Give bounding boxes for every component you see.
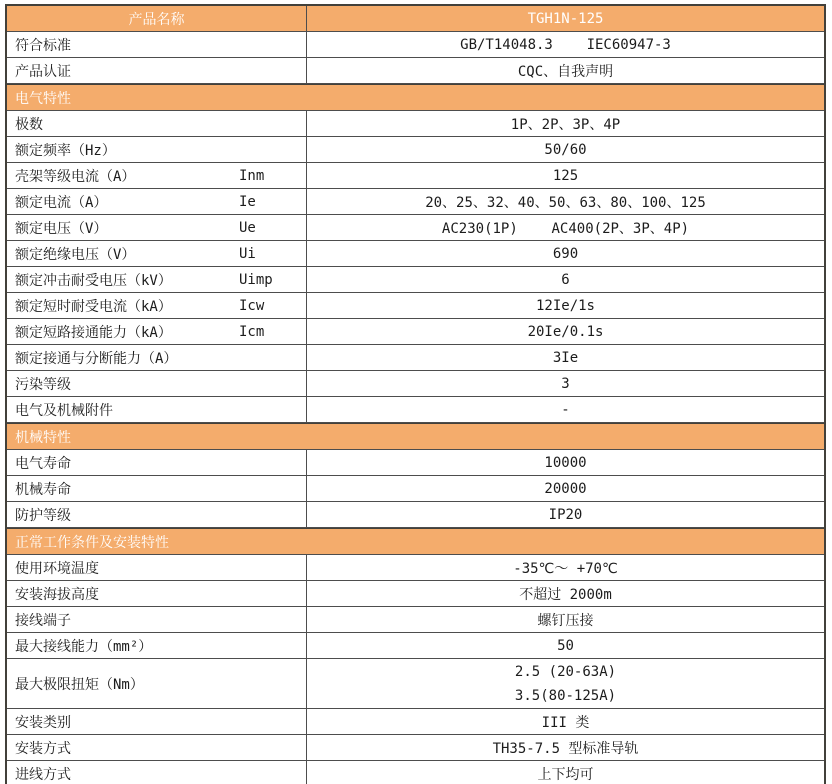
table-row — [7, 397, 824, 423]
parameter-symbol: Inm — [239, 167, 265, 184]
table-row — [7, 189, 824, 215]
parameter-symbol: Icm — [239, 323, 265, 340]
parameter-value: 1P、2P、3P、4P — [510, 116, 621, 133]
parameter-label: 极数 — [7, 111, 307, 136]
parameter-value: 6 — [561, 271, 570, 288]
spec-table — [5, 4, 826, 784]
parameter-label: 额定短时耐受电流（kA） Icw — [7, 293, 307, 318]
parameter-value: GB/T14048.3 IEC60947-3 — [460, 36, 671, 53]
parameter-value: 690 — [552, 245, 579, 262]
table-row — [7, 58, 824, 84]
parameter-label: 额定电压（V） Ue — [7, 215, 307, 240]
parameter-label: 污染等级 — [7, 371, 307, 396]
table-row — [7, 502, 824, 528]
parameter-label: 安装类别 — [7, 709, 307, 734]
parameter-label: 安装方式 — [7, 735, 307, 760]
parameter-symbol: Icw — [239, 297, 265, 314]
table-row — [7, 476, 824, 502]
parameter-value: 20000 — [544, 480, 587, 497]
parameter-value: 20、25、32、40、50、63、80、100、125 — [425, 194, 706, 211]
parameter-value: - — [561, 401, 570, 418]
section-header-row — [7, 423, 824, 450]
section-title: 正常工作条件及安装特性 — [15, 534, 169, 551]
parameter-value: 12Ie/1s — [535, 297, 595, 314]
parameter-value: 螺钉压接 — [537, 612, 594, 629]
parameter-value: IP20 — [548, 506, 583, 523]
parameter-value: AC230(1P) AC400(2P、3P、4P) — [441, 220, 690, 237]
parameter-symbol: Uimp — [239, 271, 273, 288]
table-row — [7, 163, 824, 189]
table-row — [7, 345, 824, 371]
parameter-label: 产品认证 — [7, 58, 307, 83]
table-header-row — [7, 6, 824, 32]
table-row — [7, 371, 824, 397]
parameter-label: 额定短路接通能力（kA） Icm — [7, 319, 307, 344]
parameter-value: III 类 — [541, 714, 590, 731]
parameter-value: CQC、自我声明 — [517, 63, 614, 80]
table-row — [7, 32, 824, 58]
parameter-symbol: Ui — [239, 245, 256, 262]
table-row — [7, 111, 824, 137]
parameter-label: 安装海拔高度 — [7, 581, 307, 606]
table-row — [7, 241, 824, 267]
parameter-value: 3 — [561, 375, 570, 392]
parameter-label: 最大接线能力（mm²） — [7, 633, 307, 658]
parameter-value: 125 — [552, 167, 579, 184]
table-row — [7, 215, 824, 241]
parameter-value: 50/60 — [544, 141, 587, 158]
table-row — [7, 555, 824, 581]
parameter-symbol: Ie — [239, 193, 256, 210]
section-title: 电气特性 — [15, 90, 71, 107]
parameter-symbol: Ue — [239, 219, 256, 236]
parameter-value — [307, 659, 824, 708]
parameter-label: 额定接通与分断能力（A） — [7, 345, 307, 370]
table-row — [7, 581, 824, 607]
parameter-label: 符合标准 — [7, 32, 307, 57]
parameter-label: 防护等级 — [7, 502, 307, 527]
table-row — [7, 761, 824, 784]
parameter-label: 额定电流（A） Ie — [7, 189, 307, 214]
parameter-value-line: 2.5 (20-63A) — [514, 663, 617, 680]
parameter-label: 额定频率（Hz） — [7, 137, 307, 162]
table-row — [7, 319, 824, 345]
parameter-label: 壳架等级电流（A） Inm — [7, 163, 307, 188]
table-row — [7, 607, 824, 633]
parameter-value: -35℃～ +70℃ — [513, 560, 618, 577]
parameter-value: 3Ie — [552, 349, 579, 366]
table-row — [7, 735, 824, 761]
parameter-label: 使用环境温度 — [7, 555, 307, 580]
parameter-value-line: 3.5(80-125A) — [514, 687, 617, 704]
table-row — [7, 659, 824, 709]
parameter-label: 接线端子 — [7, 607, 307, 632]
parameter-value: 50 — [557, 637, 574, 654]
table-row — [7, 709, 824, 735]
parameter-label: 电气寿命 — [7, 450, 307, 475]
table-row — [7, 267, 824, 293]
parameter-label: 额定冲击耐受电压（kV） Uimp — [7, 267, 307, 292]
parameter-value: 上下均可 — [537, 766, 594, 783]
section-title: 机械特性 — [15, 429, 71, 446]
parameter-label: 电气及机械附件 — [7, 397, 307, 422]
parameter-value: 不超过 2000m — [519, 586, 612, 603]
parameter-label: 进线方式 — [7, 761, 307, 784]
table-row — [7, 137, 824, 163]
parameter-value: 10000 — [544, 454, 587, 471]
table-row — [7, 293, 824, 319]
parameter-value: 20Ie/0.1s — [527, 323, 604, 340]
column-header-value: TGH1N-125 — [527, 10, 604, 27]
parameter-label: 最大极限扭矩（Nm） — [7, 659, 307, 708]
parameter-label: 机械寿命 — [7, 476, 307, 501]
table-row — [7, 450, 824, 476]
parameter-value: TH35-7.5 型标准导轨 — [492, 740, 639, 757]
table-row — [7, 633, 824, 659]
section-header-row — [7, 528, 824, 555]
column-header-parameter: 产品名称 — [7, 6, 307, 31]
section-header-row — [7, 84, 824, 111]
parameter-label: 额定绝缘电压（V） Ui — [7, 241, 307, 266]
